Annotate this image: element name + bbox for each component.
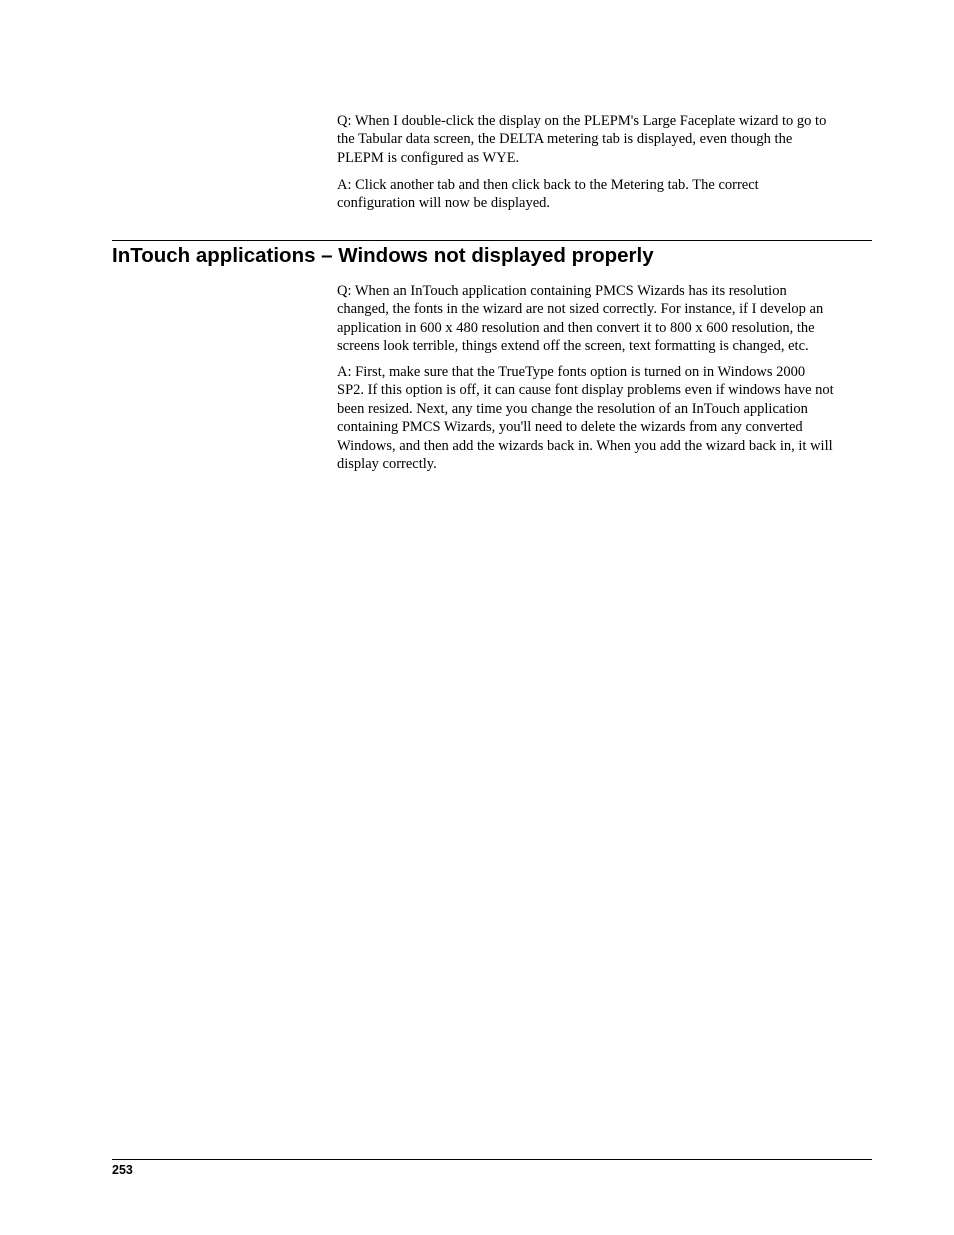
- page-number: 253: [112, 1163, 133, 1177]
- text-line: Windows, and then add the wizards back in. When you add the wizard back in, it will: [337, 437, 833, 454]
- text-line: been resized. Next, any time you change the resolution of an InTouch application: [337, 400, 808, 417]
- faq-question-intouch-resolution: [337, 282, 877, 356]
- faq-question-delta-metering: [337, 112, 877, 167]
- text-line: configuration will now be displayed.: [337, 195, 551, 212]
- section-divider: [112, 240, 872, 241]
- text-line: A: First, make sure that the TrueType fonts option is turned on in Windows 2000: [337, 364, 806, 380]
- text-line: changed, the fonts in the wizard are not sized correctly. For instance, if I develop an: [337, 301, 824, 318]
- text-line: display correctly.: [337, 456, 437, 473]
- text-line: A: Click another tab and then click back to the Metering tab. The correct: [337, 177, 759, 193]
- text-line: SP2. If this option is off, it can cause font display problems even if windows have not: [337, 382, 834, 399]
- text-line: containing PMCS Wizards, you'll need to delete the wizards from any converted: [337, 419, 803, 436]
- text-line: the Tabular data screen, the DELTA metering tab is displayed, even though the: [337, 131, 793, 148]
- text-line: screens look terrible, things extend off the screen, text formatting is changed, etc.: [337, 338, 809, 355]
- text-line: PLEPM is configured as WYE.: [337, 149, 520, 166]
- text-line: Q: When I double-click the display on the PLEPM's Large Faceplate wizard to go to: [337, 113, 827, 129]
- faq-answer-intouch-resolution: [337, 363, 877, 473]
- section-heading: InTouch applications – Windows not displayed properly: [112, 244, 654, 267]
- footer-divider: [112, 1159, 872, 1160]
- faq-answer-delta-metering: [337, 176, 877, 213]
- text-line: Q: When an InTouch application containing PMCS Wizards has its resolution: [337, 283, 787, 299]
- text-line: application in 600 x 480 resolution and then convert it to 800 x 600 resolution, the: [337, 319, 815, 336]
